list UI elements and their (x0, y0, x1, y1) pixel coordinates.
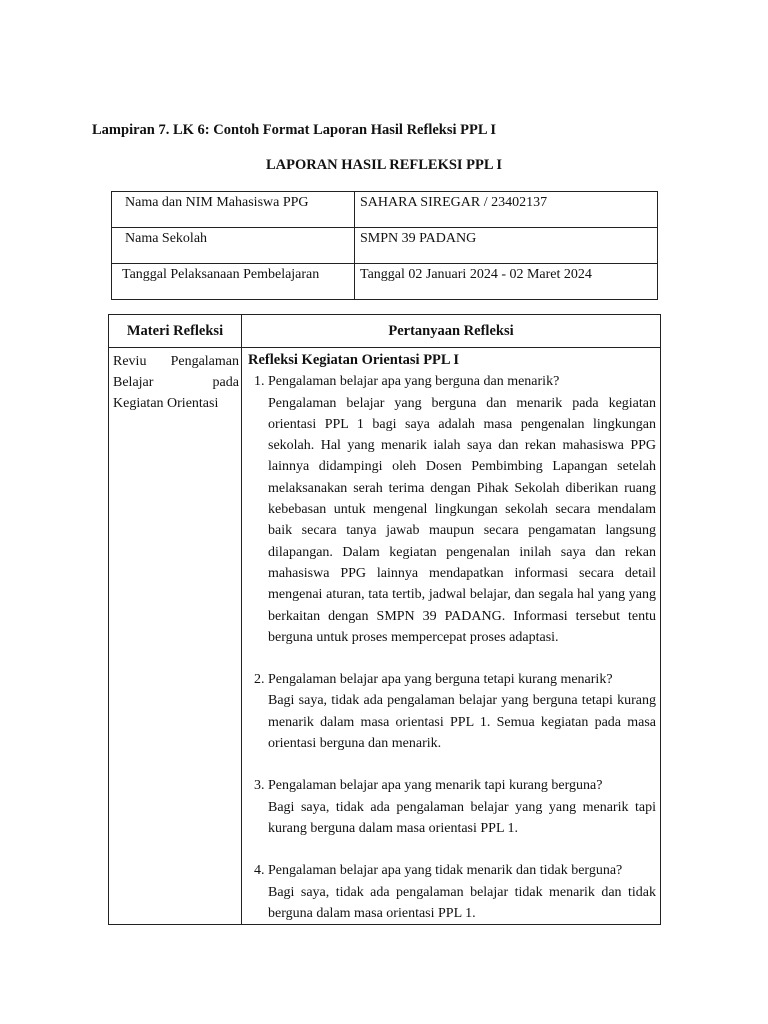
answer-text: Pengalaman belajar yang berguna dan menarik pada kegiatan orientasi PPL 1 bagi saya adalah masa pengenalan lingkungan sekolah. Hal yang menarik ialah saya dan rekan mahasiswa PPG lainnya didampingi oleh Dosen Pembimbing Lapangan setelah melaksanakan serah terima dengan Pihak Sekolah diberikan ruang kebebasan untuk mengenal lingkungan sekolah secara mendalam baik secara tanya jawab maupun secara pengamatan langsung dilapangan. Dalam kegiatan pengenalan inilah saya dan rekan mahasiswa PPG lainnya mendapatkan informasi secara detail mengenai aturan, tata tertib, jadwal belajar, dan segala hal yang yang berkaitan dengan SMPN 39 PADANG. Informasi tersebut tentu berguna untuk proses mempercepat proses adaptasi. (268, 395, 656, 645)
appendix-heading: Lampiran 7. LK 6: Contoh Format Laporan Hasil Refleksi PPL I (92, 122, 497, 138)
section-title: Refleksi Kegiatan Orientasi PPL I (248, 352, 460, 368)
list-item (268, 371, 656, 648)
question-column-header: Pertanyaan Refleksi (242, 315, 661, 348)
table-row (112, 264, 658, 300)
material-column-header: Materi Refleksi (109, 315, 242, 348)
question-text: 1. Pengalaman belajar apa yang berguna dan menarik? (268, 374, 560, 390)
table-row (112, 192, 658, 228)
material-line: Kegiatan Orientasi (113, 396, 219, 411)
list-item (268, 669, 656, 754)
material-line: Belajar pada (113, 375, 239, 390)
question-text: 4. Pengalaman belajar apa yang tidak menarik dan tidak berguna? (268, 863, 623, 879)
student-name-label: Nama dan NIM Mahasiswa PPG (112, 192, 355, 228)
answer-text: Bagi saya, tidak ada pengalaman belajar tidak menarik dan tidak berguna dalam masa orientasi PPL 1. (268, 884, 656, 921)
table-header-row (109, 315, 661, 348)
material-line: Reviu Pengalaman (113, 354, 239, 369)
table-row (109, 348, 661, 925)
answer-text: Bagi saya, tidak ada pengalaman belajar yang yang menarik tapi kurang berguna dalam masa orientasi PPL 1. (268, 799, 656, 836)
student-name-value: SAHARA SIREGAR / 23402137 (355, 192, 658, 228)
school-name-label: Nama Sekolah (112, 228, 355, 264)
learning-date-label: Tanggal Pelaksanaan Pembelajaran (112, 264, 355, 300)
learning-date-value: Tanggal 02 Januari 2024 - 02 Maret 2024 (355, 264, 658, 300)
identity-table (111, 191, 658, 300)
list-item (268, 860, 656, 924)
question-text: 2. Pengalaman belajar apa yang berguna tetapi kurang menarik? (268, 672, 613, 688)
question-list (248, 371, 656, 924)
list-item (268, 775, 656, 839)
school-name-value: SMPN 39 PADANG (355, 228, 658, 264)
reflection-table (108, 314, 661, 925)
question-text: 3. Pengalaman belajar apa yang menarik tapi kurang berguna? (268, 778, 603, 794)
table-row (112, 228, 658, 264)
questions-cell (242, 348, 661, 925)
answer-text: Bagi saya, tidak ada pengalaman belajar yang berguna tetapi kurang menarik dalam masa orientasi PPL 1. Semua kegiatan pada masa orientasi berguna dan menarik. (268, 693, 656, 752)
material-cell (109, 348, 242, 925)
report-title: LAPORAN HASIL REFLEKSI PPL I (265, 157, 503, 173)
